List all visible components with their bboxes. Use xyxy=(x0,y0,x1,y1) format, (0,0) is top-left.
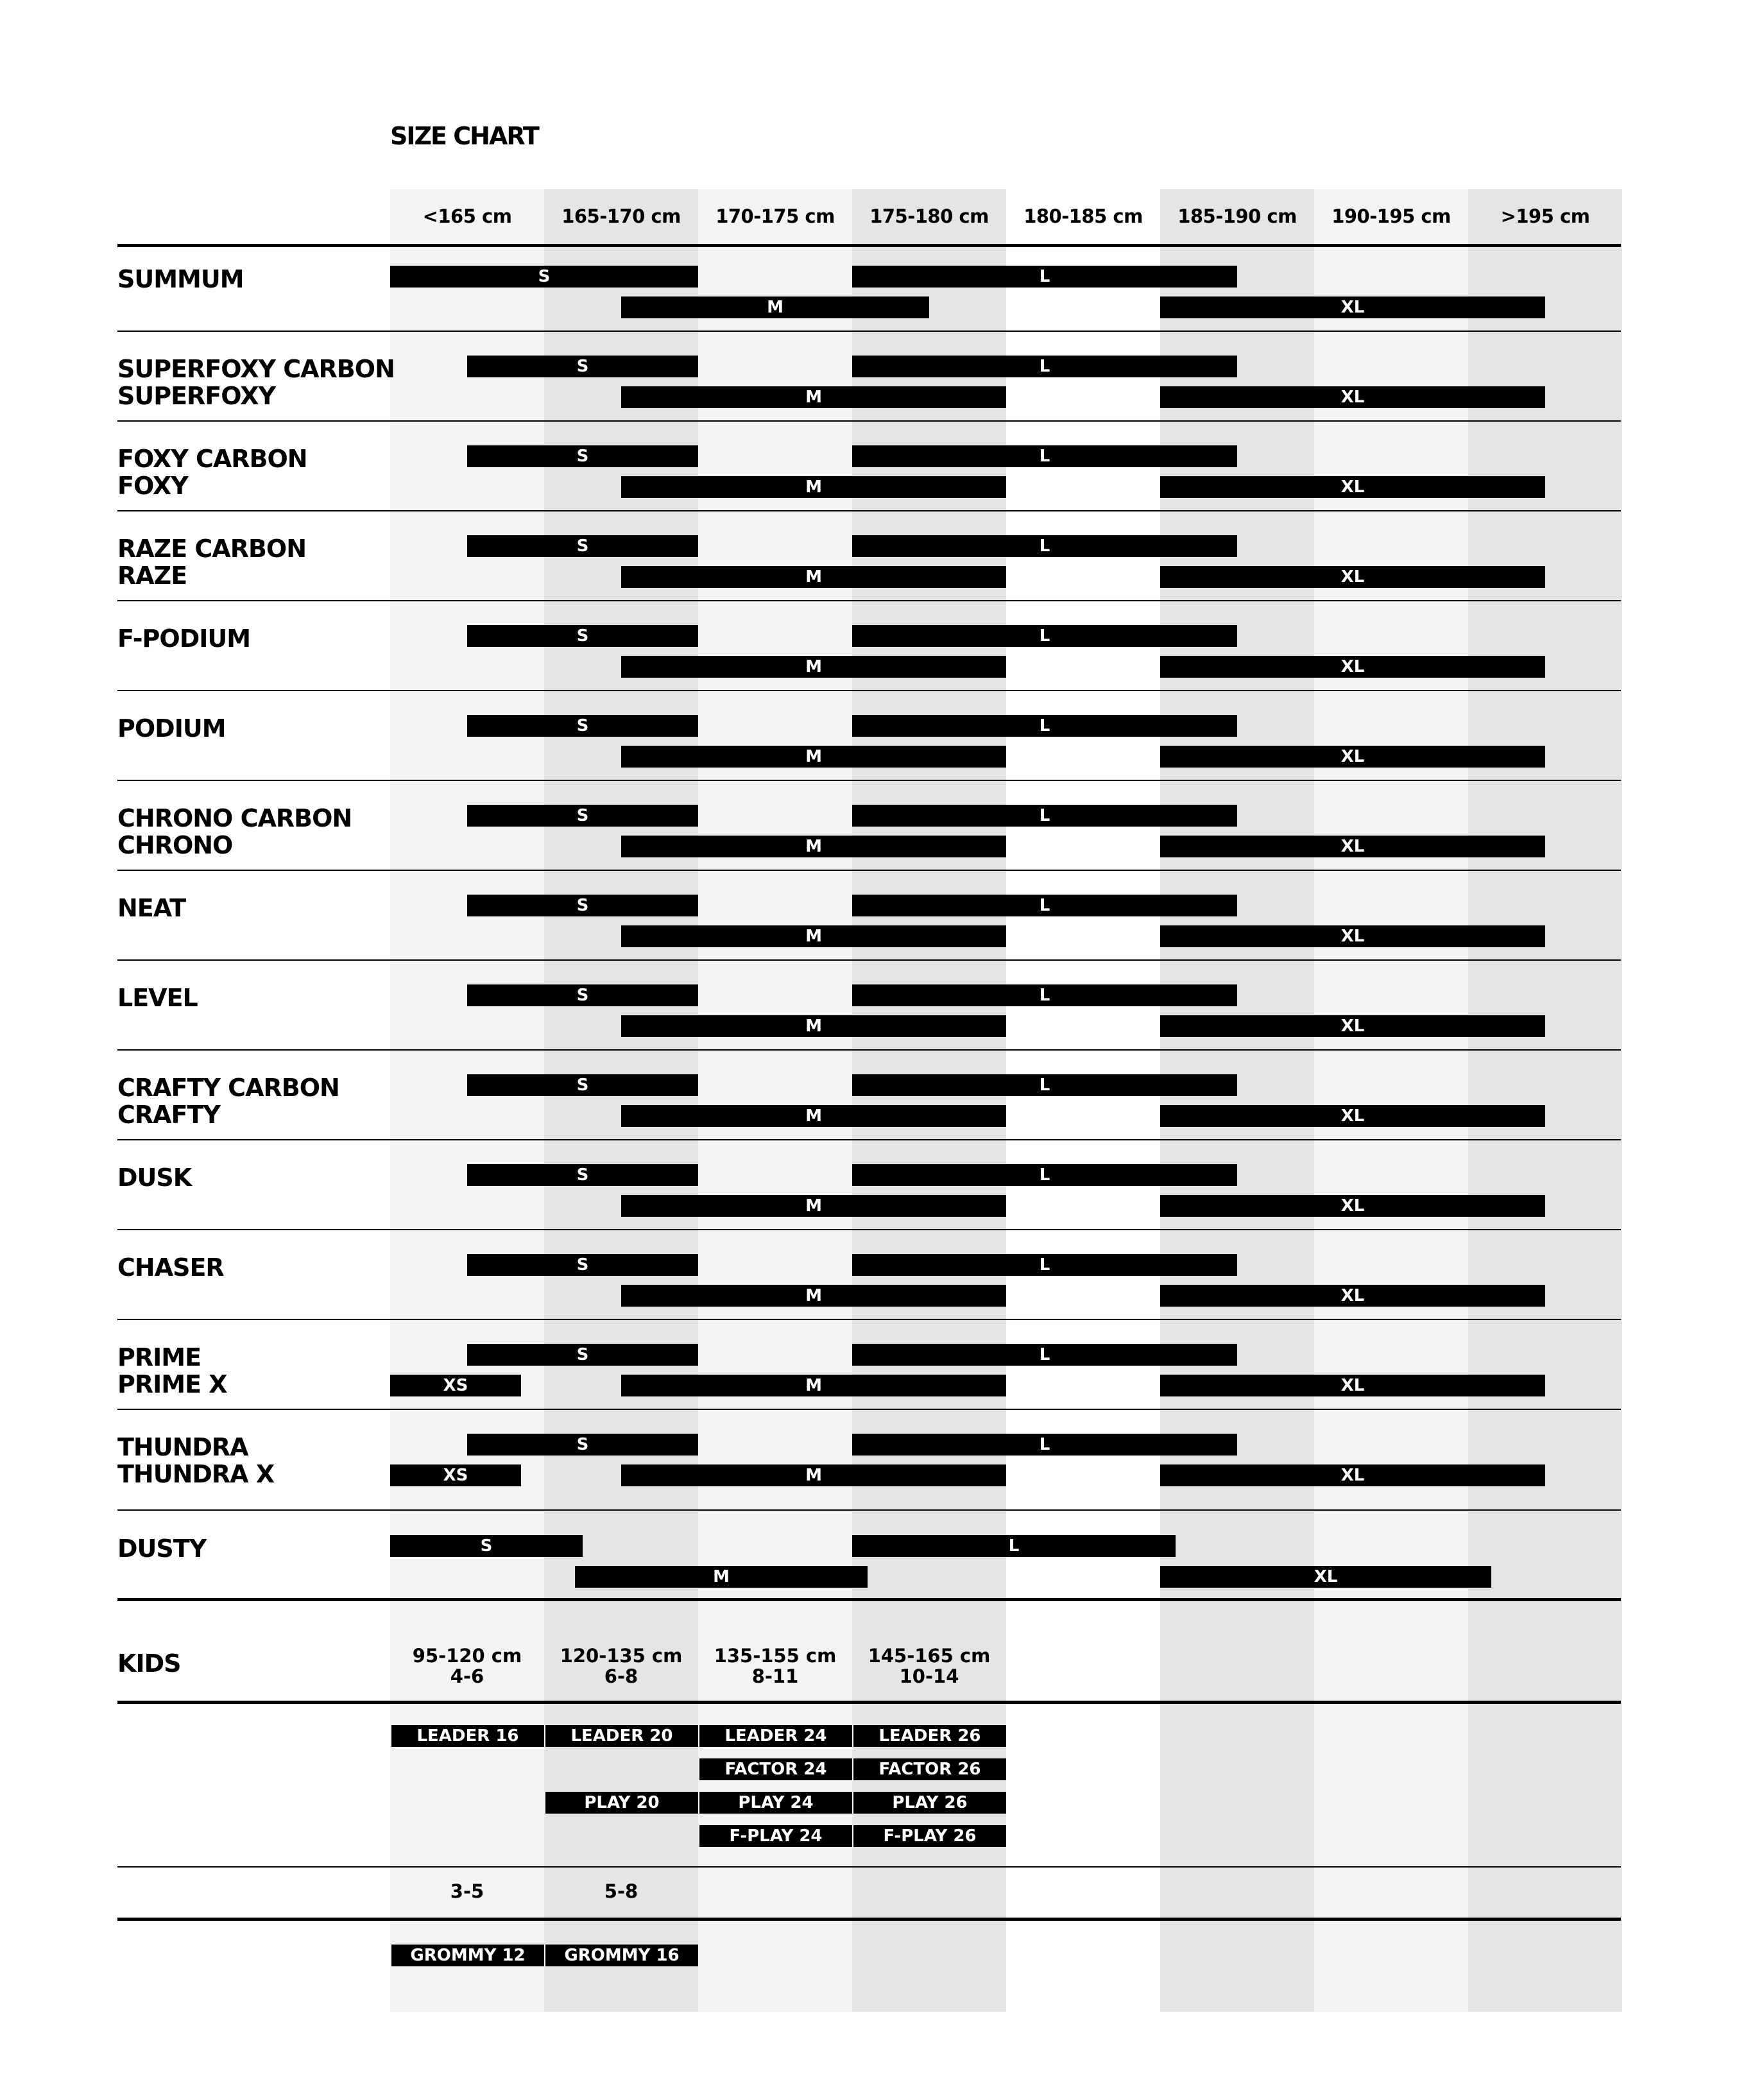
size-bar: M xyxy=(621,1285,1006,1307)
divider-line xyxy=(117,1598,1621,1601)
size-bar: M xyxy=(621,925,1006,947)
size-bar: L xyxy=(852,1164,1237,1186)
size-bar: L xyxy=(852,1434,1237,1456)
kids-bike-bar: LEADER 16 xyxy=(390,1725,544,1747)
size-bar: M xyxy=(621,386,1006,408)
size-bar: M xyxy=(621,1105,1006,1127)
kids-height-range xyxy=(852,1643,1006,1689)
model-name-line: FOXY CARBON xyxy=(117,445,307,473)
kids-bike-bar: LEADER 24 xyxy=(698,1725,852,1747)
model-name xyxy=(117,445,307,499)
kids-bike-bar: LEADER 26 xyxy=(852,1725,1006,1747)
size-bar: L xyxy=(852,895,1237,916)
size-bar: L xyxy=(852,1074,1237,1096)
height-column-header: 190-195 cm xyxy=(1332,205,1451,227)
divider-line xyxy=(117,1319,1621,1320)
size-bar: XL xyxy=(1160,296,1545,318)
size-bar: XL xyxy=(1160,925,1545,947)
size-bar: L xyxy=(852,266,1237,288)
kids-bike-bar: LEADER 20 xyxy=(544,1725,698,1747)
model-name-line: CHASER xyxy=(117,1253,224,1282)
model-name-line: SUPERFOXY xyxy=(117,382,276,410)
divider-line xyxy=(117,420,1621,422)
model-name-line: THUNDRA xyxy=(117,1433,248,1461)
height-column-header: 165-170 cm xyxy=(561,205,681,227)
size-bar: XL xyxy=(1160,746,1545,768)
model-name-line: SUMMUM xyxy=(117,265,244,293)
model-name-line: CRAFTY CARBON xyxy=(117,1074,339,1102)
column-band xyxy=(1314,189,1468,2012)
model-name-line: CHRONO xyxy=(117,831,233,859)
size-bar: XL xyxy=(1160,1375,1545,1396)
size-bar: XL xyxy=(1160,1015,1545,1037)
size-bar: S xyxy=(467,625,698,647)
size-bar: XL xyxy=(1160,1195,1545,1217)
model-name xyxy=(117,1254,224,1281)
kids-age-range: 8-11 xyxy=(751,1665,799,1687)
model-name xyxy=(117,1434,274,1488)
kids-bike-bar: F-PLAY 24 xyxy=(698,1825,852,1847)
model-name-line: PRIME xyxy=(117,1343,201,1371)
model-name-line: CHRONO CARBON xyxy=(117,804,352,832)
size-bar: M xyxy=(621,1464,1006,1486)
model-name xyxy=(117,1164,191,1191)
size-bar: S xyxy=(390,1535,583,1557)
height-column-header: 180-185 cm xyxy=(1023,205,1143,227)
size-bar: L xyxy=(852,805,1237,827)
kids-height-range xyxy=(390,1643,544,1689)
model-name-line: LEVEL xyxy=(117,984,198,1012)
model-name-line: PRIME X xyxy=(117,1370,227,1398)
size-bar: M xyxy=(575,1566,868,1588)
model-name-line: F-PODIUM xyxy=(117,624,251,653)
size-bar: M xyxy=(621,1015,1006,1037)
model-name-line: CRAFTY xyxy=(117,1101,220,1129)
model-name xyxy=(117,1535,206,1562)
size-bar: L xyxy=(852,1535,1176,1557)
divider-line xyxy=(117,1139,1621,1140)
model-name xyxy=(117,805,352,859)
size-bar: XL xyxy=(1160,1566,1491,1588)
model-name-line: NEAT xyxy=(117,894,186,922)
kids-age-range: 6-8 xyxy=(604,1665,638,1687)
kids-height: 95-120 cm xyxy=(412,1645,522,1667)
size-bar: L xyxy=(852,445,1237,467)
kids-bike-bar: F-PLAY 26 xyxy=(852,1825,1006,1847)
size-bar: M xyxy=(621,746,1006,768)
divider-line xyxy=(117,331,1621,332)
size-bar: XL xyxy=(1160,386,1545,408)
size-bar: S xyxy=(467,984,698,1006)
divider-line xyxy=(117,1049,1621,1051)
divider-line xyxy=(117,870,1621,871)
kids-bike-bar: FACTOR 26 xyxy=(852,1758,1006,1780)
size-bar: L xyxy=(852,356,1237,377)
divider-line xyxy=(117,1918,1621,1921)
size-bar: L xyxy=(852,625,1237,647)
size-bar: M xyxy=(621,1375,1006,1396)
kids-bike-bar: PLAY 24 xyxy=(698,1792,852,1814)
size-bar: S xyxy=(467,356,698,377)
kids-bike-bar: PLAY 20 xyxy=(544,1792,698,1814)
model-name-line: SUPERFOXY CARBON xyxy=(117,355,395,383)
divider-line xyxy=(117,1229,1621,1230)
divider-line xyxy=(117,1866,1621,1868)
model-name-line: RAZE xyxy=(117,562,187,590)
model-name-line: THUNDRA X xyxy=(117,1460,275,1488)
size-bar: XL xyxy=(1160,476,1545,498)
size-bar: M xyxy=(621,836,1006,857)
size-bar: XL xyxy=(1160,1285,1545,1307)
size-bar: XS xyxy=(390,1464,521,1486)
kids-height: 135-155 cm xyxy=(714,1645,837,1667)
divider-line xyxy=(117,1701,1621,1704)
size-bar: L xyxy=(852,715,1237,737)
divider-line xyxy=(117,600,1621,601)
size-bar: S xyxy=(467,805,698,827)
kids-bike-bar: FACTOR 24 xyxy=(698,1758,852,1780)
model-name xyxy=(117,356,395,409)
model-name xyxy=(117,625,250,652)
model-name xyxy=(117,715,226,742)
kids-height-range xyxy=(698,1643,852,1689)
kids-height: 120-135 cm xyxy=(560,1645,683,1667)
model-name xyxy=(117,1344,227,1398)
divider-line xyxy=(117,1509,1621,1511)
size-bar: S xyxy=(467,1164,698,1186)
height-column-header: >195 cm xyxy=(1500,205,1590,227)
model-name xyxy=(117,895,185,922)
kids-height: 145-165 cm xyxy=(868,1645,991,1667)
height-column-header: 170-175 cm xyxy=(715,205,835,227)
page-title: SIZE CHART xyxy=(390,122,538,150)
model-name-line: RAZE CARBON xyxy=(117,535,307,563)
size-bar: S xyxy=(390,266,698,288)
grommy-bike-bar: GROMMY 12 xyxy=(390,1945,544,1966)
model-name-line: DUSK xyxy=(117,1164,192,1192)
size-bar: XL xyxy=(1160,656,1545,678)
height-column-header: <165 cm xyxy=(422,205,512,227)
kids-height-range xyxy=(544,1643,698,1689)
kids-age-range: 4-6 xyxy=(450,1665,484,1687)
size-bar: S xyxy=(467,1344,698,1366)
size-bar: M xyxy=(621,476,1006,498)
size-bar: M xyxy=(621,566,1006,588)
model-name-line: FOXY xyxy=(117,472,188,500)
size-bar: L xyxy=(852,535,1237,557)
kids-age-range: 10-14 xyxy=(899,1665,959,1687)
size-bar: L xyxy=(852,1344,1237,1366)
size-bar: S xyxy=(467,535,698,557)
size-bar: XL xyxy=(1160,836,1545,857)
column-band xyxy=(1468,189,1622,2012)
size-bar: XS xyxy=(390,1375,521,1396)
divider-line xyxy=(117,690,1621,691)
size-bar: S xyxy=(467,445,698,467)
model-name-line: DUSTY xyxy=(117,1534,207,1563)
model-name xyxy=(117,535,306,589)
kids-section-label: KIDS xyxy=(117,1649,181,1678)
model-name-line: PODIUM xyxy=(117,714,226,743)
size-bar: M xyxy=(621,1195,1006,1217)
kids-age-label: 3-5 xyxy=(450,1880,484,1902)
grommy-bike-bar: GROMMY 16 xyxy=(544,1945,698,1966)
size-bar: XL xyxy=(1160,1105,1545,1127)
divider-line xyxy=(117,244,1621,247)
size-bar: S xyxy=(467,715,698,737)
height-column-header: 175-180 cm xyxy=(869,205,989,227)
size-bar: XL xyxy=(1160,566,1545,588)
divider-line xyxy=(117,510,1621,511)
model-name xyxy=(117,266,244,293)
size-bar: L xyxy=(852,984,1237,1006)
height-column-header: 185-190 cm xyxy=(1177,205,1297,227)
model-name xyxy=(117,1074,339,1128)
model-name xyxy=(117,984,198,1011)
divider-line xyxy=(117,959,1621,961)
size-bar: M xyxy=(621,296,929,318)
size-bar: XL xyxy=(1160,1464,1545,1486)
size-bar: S xyxy=(467,1434,698,1456)
kids-age-label: 5-8 xyxy=(604,1880,638,1902)
divider-line xyxy=(117,1409,1621,1410)
size-bar: S xyxy=(467,1254,698,1276)
size-bar: S xyxy=(467,1074,698,1096)
divider-line xyxy=(117,780,1621,781)
size-bar: M xyxy=(621,656,1006,678)
size-bar: S xyxy=(467,895,698,916)
size-bar: L xyxy=(852,1254,1237,1276)
kids-bike-bar: PLAY 26 xyxy=(852,1792,1006,1814)
